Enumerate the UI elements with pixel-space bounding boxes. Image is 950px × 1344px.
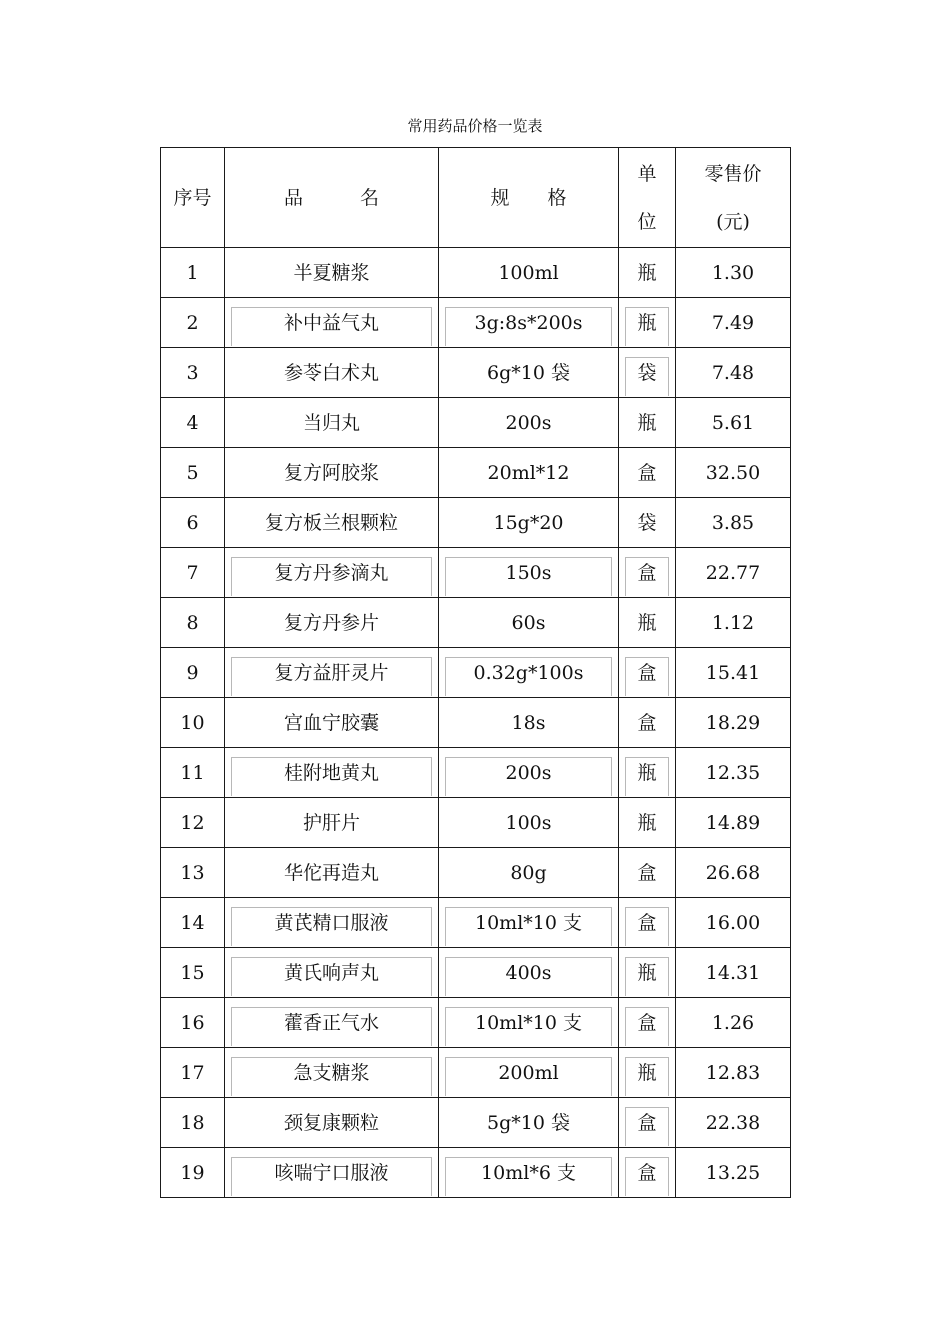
cell-unit bbox=[619, 998, 676, 1048]
cell-text-price: 16.00 bbox=[705, 911, 761, 934]
cell-name bbox=[225, 298, 439, 348]
cell-spec bbox=[439, 648, 619, 698]
cell-text-index: 5 bbox=[186, 461, 199, 484]
cell-spec bbox=[439, 1048, 619, 1098]
cell-text-spec: 10ml*6 支 bbox=[481, 1161, 576, 1184]
cell-text-index: 13 bbox=[180, 861, 205, 884]
cell-text-name: 半夏糖浆 bbox=[293, 261, 370, 284]
cell-text-unit: 瓶 bbox=[637, 761, 657, 784]
cell-text-index: 3 bbox=[186, 361, 199, 384]
cell-text-spec: 200ml bbox=[498, 1061, 559, 1084]
cell-spec bbox=[439, 548, 619, 598]
cell-text-unit: 瓶 bbox=[637, 811, 657, 834]
cell-price bbox=[676, 598, 791, 648]
cell-price bbox=[676, 1148, 791, 1198]
cell-text-index: 2 bbox=[186, 311, 199, 334]
cell-text-name: 补中益气丸 bbox=[283, 311, 379, 334]
table-row bbox=[161, 948, 791, 998]
cell-text-name: 华佗再造丸 bbox=[283, 861, 379, 884]
cell-text-price: 15.41 bbox=[705, 661, 761, 684]
cell-price bbox=[676, 498, 791, 548]
table-row bbox=[161, 998, 791, 1048]
cell-text-index: 11 bbox=[180, 761, 205, 784]
cell-text-unit: 瓶 bbox=[637, 311, 657, 334]
cell-text-price: 14.89 bbox=[705, 811, 761, 834]
cell-name bbox=[225, 448, 439, 498]
cell-text-price: 1.26 bbox=[711, 1011, 755, 1034]
table-row bbox=[161, 348, 791, 398]
cell-text-unit: 瓶 bbox=[637, 1061, 657, 1084]
cell-text-name: 护肝片 bbox=[302, 811, 360, 834]
cell-text-spec: 10ml*10 支 bbox=[475, 1011, 582, 1034]
cell-price bbox=[676, 298, 791, 348]
cell-text-price: 26.68 bbox=[705, 861, 761, 884]
cell-text-price: 1.30 bbox=[711, 261, 755, 284]
cell-spec bbox=[439, 948, 619, 998]
cell-index bbox=[161, 848, 225, 898]
cell-text-index: 10 bbox=[180, 711, 205, 734]
cell-unit bbox=[619, 448, 676, 498]
cell-text-index: 6 bbox=[186, 511, 199, 534]
cell-text-price: 5.61 bbox=[711, 411, 755, 434]
cell-index bbox=[161, 298, 225, 348]
cell-price bbox=[676, 998, 791, 1048]
cell-spec bbox=[439, 398, 619, 448]
cell-index bbox=[161, 898, 225, 948]
cell-unit bbox=[619, 648, 676, 698]
table-row bbox=[161, 398, 791, 448]
cell-text-index: 4 bbox=[186, 411, 199, 434]
cell-name bbox=[225, 698, 439, 748]
cell-text-unit: 盒 bbox=[637, 1111, 657, 1134]
cell-text-spec: 18s bbox=[511, 711, 546, 734]
cell-text-price: 32.50 bbox=[705, 461, 761, 484]
cell-price bbox=[676, 848, 791, 898]
cell-text-spec: 3g:8s*200s bbox=[474, 311, 583, 334]
cell-price bbox=[676, 948, 791, 998]
cell-spec bbox=[439, 798, 619, 848]
cell-price bbox=[676, 398, 791, 448]
cell-name bbox=[225, 598, 439, 648]
table-row bbox=[161, 1148, 791, 1198]
cell-index bbox=[161, 648, 225, 698]
table-row bbox=[161, 898, 791, 948]
cell-name bbox=[225, 1048, 439, 1098]
cell-index bbox=[161, 998, 225, 1048]
cell-spec bbox=[439, 698, 619, 748]
table-row bbox=[161, 698, 791, 748]
cell-text-price: 22.77 bbox=[705, 561, 761, 584]
cell-text-unit: 瓶 bbox=[637, 261, 657, 284]
table-row bbox=[161, 848, 791, 898]
cell-index bbox=[161, 248, 225, 298]
cell-text-unit: 盒 bbox=[637, 561, 657, 584]
cell-text-price: 7.48 bbox=[711, 361, 755, 384]
cell-text-spec: 200s bbox=[505, 411, 552, 434]
cell-text-name: 参苓白术丸 bbox=[283, 361, 379, 384]
table-row bbox=[161, 448, 791, 498]
cell-text-spec: 80g bbox=[510, 861, 547, 884]
cell-text-name: 复方阿胶浆 bbox=[283, 461, 379, 484]
cell-price bbox=[676, 698, 791, 748]
cell-text-name: 复方丹参滴丸 bbox=[274, 561, 389, 584]
cell-index bbox=[161, 1098, 225, 1148]
cell-name bbox=[225, 648, 439, 698]
cell-unit bbox=[619, 1148, 676, 1198]
header-price bbox=[676, 148, 791, 248]
cell-unit bbox=[619, 498, 676, 548]
cell-text-spec: 100ml bbox=[498, 261, 559, 284]
table-row bbox=[161, 548, 791, 598]
table-row bbox=[161, 498, 791, 548]
cell-unit bbox=[619, 948, 676, 998]
cell-unit bbox=[619, 1098, 676, 1148]
cell-unit bbox=[619, 748, 676, 798]
cell-index bbox=[161, 1148, 225, 1198]
cell-text-index: 14 bbox=[180, 911, 205, 934]
cell-name bbox=[225, 898, 439, 948]
cell-text-unit: 瓶 bbox=[637, 961, 657, 984]
cell-index bbox=[161, 948, 225, 998]
cell-price bbox=[676, 548, 791, 598]
header-price-line1: 零售价 bbox=[704, 162, 762, 185]
cell-spec bbox=[439, 1148, 619, 1198]
table-row bbox=[161, 598, 791, 648]
cell-spec bbox=[439, 598, 619, 648]
cell-text-name: 复方益肝灵片 bbox=[274, 661, 389, 684]
cell-text-index: 9 bbox=[186, 661, 199, 684]
cell-name bbox=[225, 848, 439, 898]
cell-unit bbox=[619, 598, 676, 648]
cell-text-name: 当归丸 bbox=[302, 411, 360, 434]
cell-index bbox=[161, 598, 225, 648]
header-price-line2: (元) bbox=[716, 210, 750, 233]
cell-spec bbox=[439, 348, 619, 398]
cell-text-index: 12 bbox=[180, 811, 205, 834]
cell-price bbox=[676, 748, 791, 798]
table-row bbox=[161, 298, 791, 348]
cell-index bbox=[161, 748, 225, 798]
cell-text-spec: 60s bbox=[511, 611, 546, 634]
cell-text-spec: 0.32g*100s bbox=[473, 661, 584, 684]
cell-text-name: 复方板兰根颗粒 bbox=[264, 511, 398, 534]
cell-text-name: 复方丹参片 bbox=[283, 611, 379, 634]
cell-text-index: 18 bbox=[180, 1111, 205, 1134]
cell-text-name: 桂附地黄丸 bbox=[283, 761, 379, 784]
cell-name bbox=[225, 948, 439, 998]
cell-unit bbox=[619, 698, 676, 748]
header-index: 序号 bbox=[161, 148, 225, 248]
cell-name bbox=[225, 248, 439, 298]
cell-text-unit: 瓶 bbox=[637, 611, 657, 634]
cell-price bbox=[676, 1098, 791, 1148]
cell-spec bbox=[439, 898, 619, 948]
cell-price bbox=[676, 798, 791, 848]
cell-text-unit: 盒 bbox=[637, 1161, 657, 1184]
cell-unit bbox=[619, 248, 676, 298]
cell-name bbox=[225, 798, 439, 848]
cell-text-unit: 盒 bbox=[637, 661, 657, 684]
table-row bbox=[161, 648, 791, 698]
cell-text-name: 急支糖浆 bbox=[293, 1061, 370, 1084]
cell-text-index: 8 bbox=[186, 611, 199, 634]
cell-name bbox=[225, 348, 439, 398]
cell-text-unit: 袋 bbox=[637, 361, 657, 384]
cell-name bbox=[225, 998, 439, 1048]
cell-text-price: 14.31 bbox=[705, 961, 761, 984]
cell-price bbox=[676, 248, 791, 298]
cell-text-unit: 盒 bbox=[637, 861, 657, 884]
cell-index bbox=[161, 498, 225, 548]
cell-spec bbox=[439, 848, 619, 898]
cell-price bbox=[676, 898, 791, 948]
cell-index bbox=[161, 448, 225, 498]
cell-index bbox=[161, 698, 225, 748]
cell-text-unit: 盒 bbox=[637, 911, 657, 934]
cell-name bbox=[225, 548, 439, 598]
cell-text-index: 16 bbox=[180, 1011, 205, 1034]
cell-text-spec: 100s bbox=[505, 811, 552, 834]
cell-text-price: 3.85 bbox=[711, 511, 755, 534]
cell-unit bbox=[619, 398, 676, 448]
table-row bbox=[161, 1098, 791, 1148]
cell-text-name: 黄氏响声丸 bbox=[283, 961, 379, 984]
cell-text-unit: 盒 bbox=[637, 711, 657, 734]
cell-text-spec: 5g*10 袋 bbox=[487, 1111, 570, 1134]
cell-text-price: 22.38 bbox=[705, 1111, 761, 1134]
cell-text-price: 13.25 bbox=[705, 1161, 761, 1184]
cell-spec bbox=[439, 448, 619, 498]
cell-spec bbox=[439, 998, 619, 1048]
cell-spec bbox=[439, 748, 619, 798]
cell-unit bbox=[619, 898, 676, 948]
cell-text-spec: 15g*20 bbox=[493, 511, 564, 534]
cell-text-name: 藿香正气水 bbox=[283, 1011, 379, 1034]
header-unit bbox=[619, 148, 676, 248]
cell-text-index: 1 bbox=[186, 261, 199, 284]
cell-text-price: 18.29 bbox=[705, 711, 761, 734]
cell-text-name: 咳喘宁口服液 bbox=[274, 1161, 389, 1184]
cell-text-spec: 20ml*12 bbox=[487, 461, 570, 484]
cell-name bbox=[225, 1098, 439, 1148]
cell-index bbox=[161, 398, 225, 448]
header-unit-line1: 单 bbox=[637, 162, 657, 185]
table-row bbox=[161, 748, 791, 798]
table-row bbox=[161, 248, 791, 298]
cell-text-spec: 200s bbox=[505, 761, 552, 784]
cell-spec bbox=[439, 298, 619, 348]
cell-name bbox=[225, 498, 439, 548]
cell-text-unit: 盒 bbox=[637, 1011, 657, 1034]
cell-price bbox=[676, 348, 791, 398]
cell-text-name: 宫血宁胶囊 bbox=[283, 711, 379, 734]
drug-price-table bbox=[160, 147, 791, 1198]
cell-text-unit: 袋 bbox=[637, 511, 657, 534]
document-title: 常用药品价格一览表 bbox=[407, 117, 543, 135]
header-spec: 规 格 bbox=[439, 148, 619, 248]
cell-index bbox=[161, 548, 225, 598]
cell-text-price: 12.35 bbox=[705, 761, 761, 784]
cell-text-unit: 盒 bbox=[637, 461, 657, 484]
cell-text-index: 7 bbox=[186, 561, 199, 584]
cell-text-price: 12.83 bbox=[705, 1061, 761, 1084]
cell-unit bbox=[619, 848, 676, 898]
cell-price bbox=[676, 648, 791, 698]
table-row bbox=[161, 1048, 791, 1098]
cell-text-index: 17 bbox=[180, 1061, 205, 1084]
header-unit-line2: 位 bbox=[637, 210, 657, 233]
table-row bbox=[161, 798, 791, 848]
cell-index bbox=[161, 798, 225, 848]
cell-name bbox=[225, 1148, 439, 1198]
table-header-row bbox=[161, 148, 791, 248]
cell-text-spec: 400s bbox=[505, 961, 552, 984]
cell-name bbox=[225, 398, 439, 448]
cell-unit bbox=[619, 798, 676, 848]
cell-text-index: 15 bbox=[180, 961, 205, 984]
cell-text-price: 7.49 bbox=[711, 311, 755, 334]
cell-text-index: 19 bbox=[180, 1161, 205, 1184]
cell-unit bbox=[619, 298, 676, 348]
cell-unit bbox=[619, 1048, 676, 1098]
cell-text-spec: 10ml*10 支 bbox=[475, 911, 582, 934]
cell-index bbox=[161, 348, 225, 398]
cell-spec bbox=[439, 498, 619, 548]
cell-text-spec: 150s bbox=[505, 561, 552, 584]
cell-index bbox=[161, 1048, 225, 1098]
cell-text-unit: 瓶 bbox=[637, 411, 657, 434]
cell-unit bbox=[619, 348, 676, 398]
cell-text-price: 1.12 bbox=[711, 611, 755, 634]
cell-unit bbox=[619, 548, 676, 598]
cell-text-name: 颈复康颗粒 bbox=[283, 1111, 379, 1134]
cell-spec bbox=[439, 248, 619, 298]
cell-spec bbox=[439, 1098, 619, 1148]
cell-text-spec: 6g*10 袋 bbox=[487, 361, 570, 384]
cell-price bbox=[676, 1048, 791, 1098]
cell-text-name: 黄芪精口服液 bbox=[274, 911, 389, 934]
cell-name bbox=[225, 748, 439, 798]
header-name: 品 名 bbox=[225, 148, 439, 248]
cell-price bbox=[676, 448, 791, 498]
